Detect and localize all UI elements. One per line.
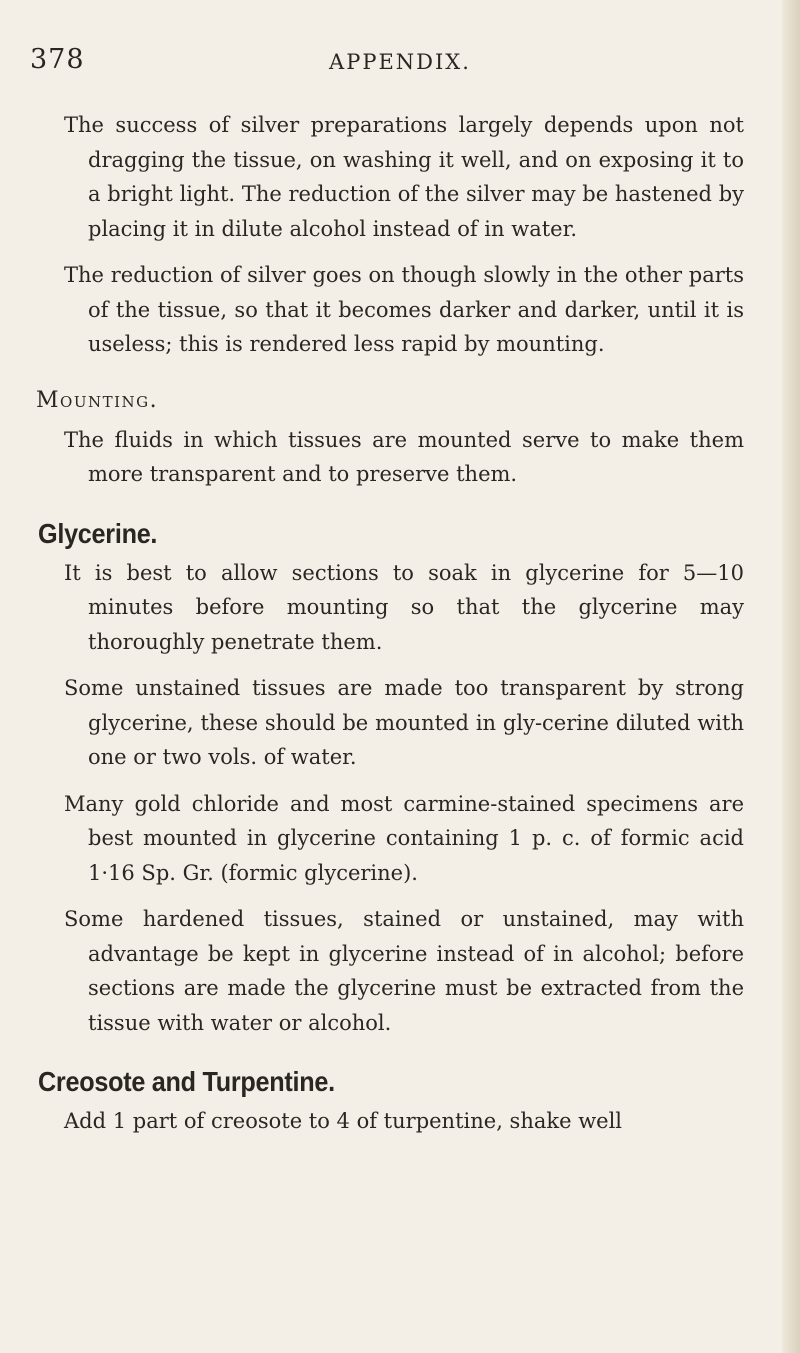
intro-paragraph-2: The reduction of silver goes on though slowly in the other parts of the tissue, so that it becomes darker and darker, until it is useless; this is rendered less rapid by mounting. [64,263,744,356]
section-heading-creosote: Creosote and Turpentine. [38,1066,335,1097]
page-number: 378 [30,44,85,75]
page-body [36,108,744,1151]
page-header [30,44,770,84]
section-heading-glycerine: Glycerine. [38,517,158,549]
glycerine-paragraph-4: Some hardened tissues, stained or unstained, may with advantage be kept in glycerine instead of in alcohol; before sections are made the glycerine must be extracted from the tissue with water or alcohol. [64,907,744,1035]
creosote-paragraph: Add 1 part of creosote to 4 of turpentine, shake well [64,1109,623,1133]
intro-paragraph-1: The success of silver preparations largely depends upon not dragging the tissue, on washing it well, and on exposing it to a bright light. The reduction of the silver may be hastened by placing it in dilute alcohol instead of in water. [64,113,744,241]
glycerine-paragraph-2: Some unstained tissues are made too transparent by strong glycerine, these should be mounted in gly-cerine diluted with one or two vols. of water. [64,676,744,769]
section-heading-mounting: Mounting. [36,387,159,413]
running-title: APPENDIX. [329,50,471,74]
glycerine-paragraph-3: Many gold chloride and most carmine-stained specimens are best mounted in glycerine containing 1 p. c. of formic acid 1·16 Sp. Gr. (formic glycerine). [64,791,744,885]
mounting-paragraph: The fluids in which tissues are mounted serve to make them more transparent and to preserve them. [64,427,744,486]
page-edge-shadow [782,0,800,1353]
glycerine-paragraph-1: It is best to allow sections to soak in glycerine for 5—10 minutes before mounting so that the glycerine may thoroughly penetrate them. [64,560,744,654]
